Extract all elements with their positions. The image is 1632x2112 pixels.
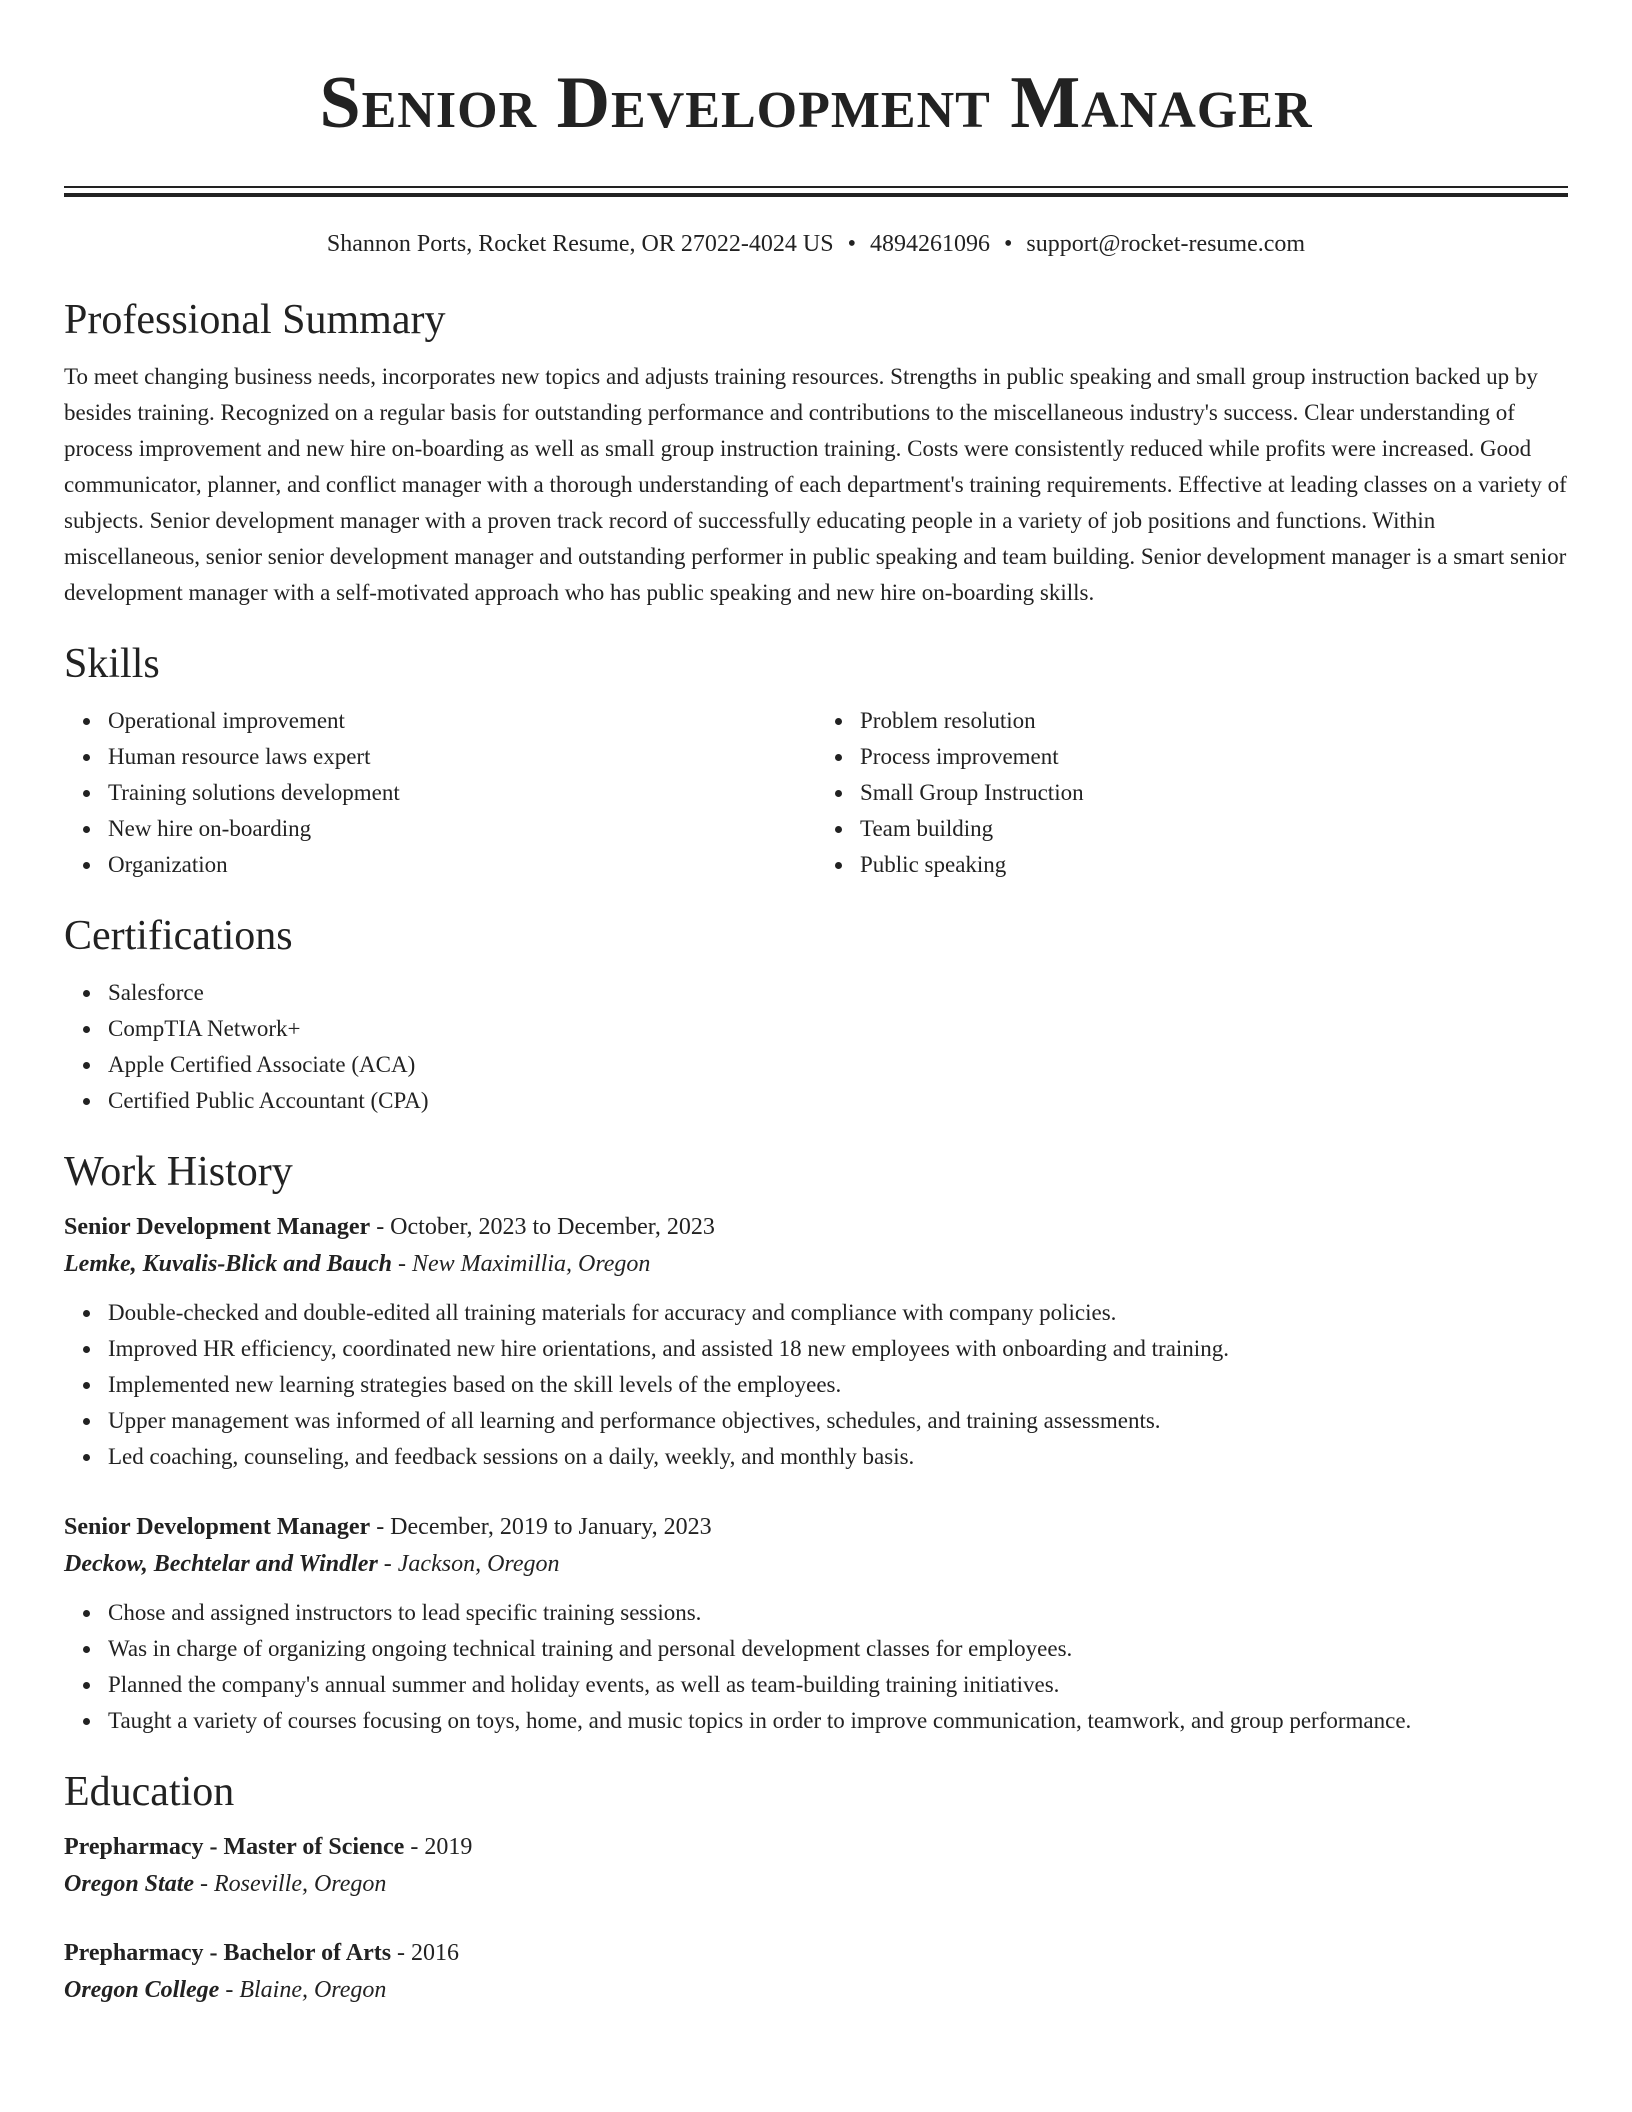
job-bullet: Upper management was informed of all learning and performance objectives, schedules, and training assessments. bbox=[108, 1403, 1568, 1439]
contact-line bbox=[64, 229, 1568, 259]
certification-item: CompTIA Network+ bbox=[108, 1011, 1568, 1047]
contact-separator: • bbox=[847, 231, 856, 257]
education-degree-line bbox=[64, 1829, 1568, 1865]
work-history-section bbox=[64, 1147, 1568, 1739]
certifications-heading: Certifications bbox=[64, 913, 293, 959]
job-entry bbox=[64, 1209, 1568, 1475]
summary-text: To meet changing business needs, incorporates new topics and adjusts training resources. Strengths in public speaking and small group instruction backed up by besides training. Recognized on a regular basis for outstanding performance and contributions to the miscellaneous industry's success. Clear understanding of process improvement and new hire on-boarding as well as small group instruction training. Costs were consistently reduced while profits were increased. Good communicator, planner, and conflict manager with a thorough understanding of each department's training requirements. Effective at leading classes on a variety of subjects. Senior development manager with a proven track record of successfully educating people in a variety of job positions and functions. Within miscellaneous, senior senior development manager and outstanding performer in public speaking and team building. Senior development manager is a smart senior development manager with a self-motivated approach who has public speaking and new hire on-boarding skills. bbox=[64, 364, 1567, 605]
job-company: Deckow, Bechtelar and Windler bbox=[64, 1551, 378, 1577]
contact-address: Shannon Ports, Rocket Resume, OR 27022-4024 US bbox=[326, 231, 834, 257]
education-year: - 2019 bbox=[404, 1834, 473, 1860]
job-bullet: Improved HR efficiency, coordinated new hire orientations, and assisted 18 new employees with onboarding and training. bbox=[108, 1331, 1568, 1367]
contact-email: support@rocket-resume.com bbox=[1026, 231, 1306, 257]
education-degree-line bbox=[64, 1935, 1568, 1971]
education-degree: Prepharmacy - Master of Science bbox=[64, 1834, 405, 1860]
job-bullet: Planned the company's annual summer and holiday events, as well as team-building training initiatives. bbox=[108, 1667, 1568, 1703]
job-company: Lemke, Kuvalis-Blick and Bauch bbox=[64, 1251, 393, 1277]
job-bullets bbox=[64, 1595, 1568, 1739]
skill-item: New hire on-boarding bbox=[108, 811, 816, 847]
certification-item: Salesforce bbox=[108, 975, 1568, 1011]
job-location: - New Maximillia, Oregon bbox=[392, 1251, 651, 1277]
education-school-line bbox=[64, 1971, 1568, 2009]
job-bullet: Double-checked and double-edited all training materials for accuracy and compliance with company policies. bbox=[108, 1295, 1568, 1331]
job-title: Senior Development Manager bbox=[64, 1214, 371, 1240]
job-entry bbox=[64, 1509, 1568, 1739]
education-heading: Education bbox=[64, 1769, 235, 1815]
skill-item: Process improvement bbox=[860, 739, 1568, 775]
job-bullets bbox=[64, 1295, 1568, 1475]
job-bullet: Taught a variety of courses focusing on toys, home, and music topics in order to improve communication, teamwork, and group performance. bbox=[108, 1703, 1568, 1739]
education-year: - 2016 bbox=[391, 1940, 460, 1966]
job-dates: - October, 2023 to December, 2023 bbox=[370, 1214, 715, 1240]
job-company-line bbox=[64, 1245, 1568, 1283]
skill-item: Operational improvement bbox=[108, 703, 816, 739]
certifications-list bbox=[64, 975, 1568, 1119]
skill-item: Small Group Instruction bbox=[860, 775, 1568, 811]
education-entry bbox=[64, 1935, 1568, 2009]
job-bullet: Led coaching, counseling, and feedback sessions on a daily, weekly, and monthly basis. bbox=[108, 1439, 1568, 1475]
job-location: - Jackson, Oregon bbox=[377, 1551, 560, 1577]
education-entry bbox=[64, 1829, 1568, 1903]
contact-phone: 4894261096 bbox=[869, 231, 990, 257]
skill-item: Human resource laws expert bbox=[108, 739, 816, 775]
education-school: Oregon College bbox=[64, 1977, 220, 2003]
education-section bbox=[64, 1767, 1568, 2009]
job-bullet: Implemented new learning strategies based on the skill levels of the employees. bbox=[108, 1367, 1568, 1403]
skill-item: Problem resolution bbox=[860, 703, 1568, 739]
header-double-rule bbox=[64, 186, 1568, 197]
skills-section bbox=[64, 639, 1568, 883]
education-location: - Roseville, Oregon bbox=[194, 1871, 387, 1897]
certifications-section bbox=[64, 911, 1568, 1119]
certification-item: Apple Certified Associate (ACA) bbox=[108, 1047, 1568, 1083]
job-title-line bbox=[64, 1509, 1568, 1545]
skill-item: Organization bbox=[108, 847, 816, 883]
education-school: Oregon State bbox=[64, 1871, 195, 1897]
job-bullet: Chose and assigned instructors to lead specific training sessions. bbox=[108, 1595, 1568, 1631]
job-title-line bbox=[64, 1209, 1568, 1245]
work-history-heading: Work History bbox=[64, 1149, 293, 1195]
education-degree: Prepharmacy - Bachelor of Arts bbox=[64, 1940, 392, 1966]
skills-list-left bbox=[64, 703, 816, 883]
job-title: Senior Development Manager bbox=[64, 1514, 371, 1540]
summary-section bbox=[64, 295, 1568, 611]
skill-item: Team building bbox=[860, 811, 1568, 847]
education-location: - Blaine, Oregon bbox=[219, 1977, 387, 2003]
job-bullet: Was in charge of organizing ongoing technical training and personal development classes for employees. bbox=[108, 1631, 1568, 1667]
certification-item: Certified Public Accountant (CPA) bbox=[108, 1083, 1568, 1119]
skills-columns bbox=[64, 703, 1568, 883]
contact-separator: • bbox=[1003, 231, 1013, 257]
job-company-line bbox=[64, 1545, 1568, 1583]
resume-page bbox=[64, 0, 1568, 2009]
skill-item: Training solutions development bbox=[108, 775, 816, 811]
skills-heading: Skills bbox=[64, 641, 160, 687]
skill-item: Public speaking bbox=[860, 847, 1568, 883]
summary-heading: Professional Summary bbox=[64, 297, 446, 343]
job-dates: - December, 2019 to January, 2023 bbox=[370, 1514, 712, 1540]
resume-name-title: Senior Development Manager bbox=[319, 62, 1313, 144]
skills-list-right bbox=[816, 703, 1568, 883]
education-school-line bbox=[64, 1865, 1568, 1903]
